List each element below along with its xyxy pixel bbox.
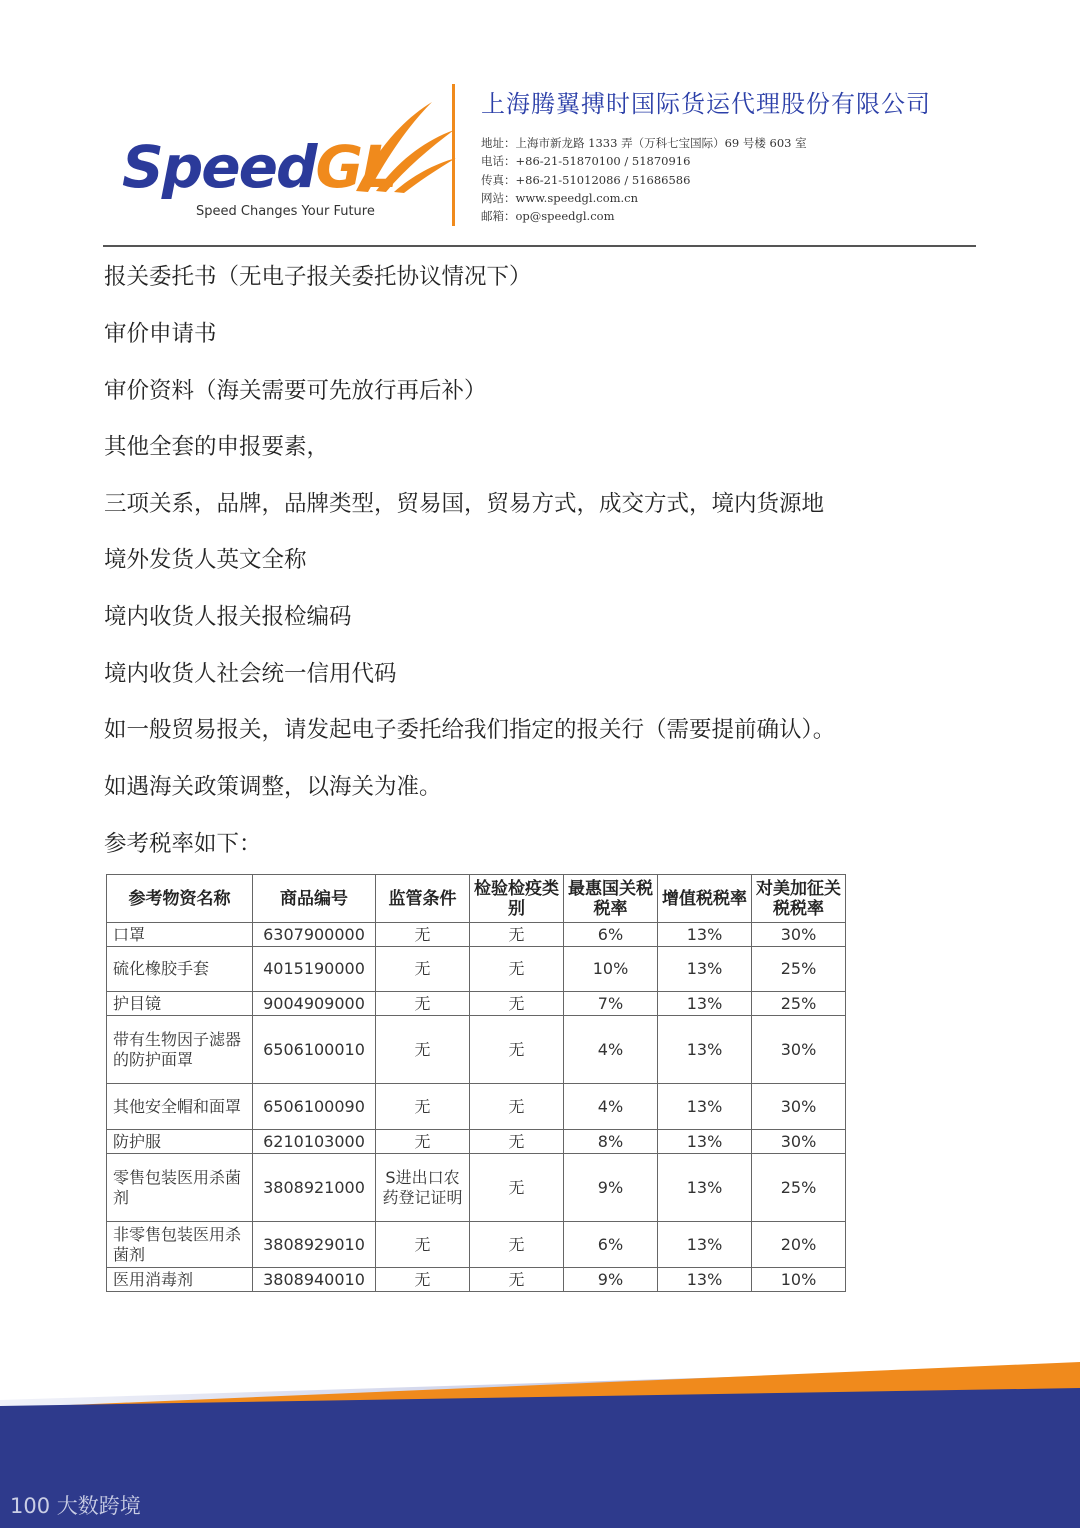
cell-name: 硫化橡胶手套 <box>107 947 253 992</box>
cell-name: 非零售包装医用杀菌剂 <box>107 1222 253 1268</box>
cell-supervision: 无 <box>376 1130 470 1154</box>
cell-name: 医用消毒剂 <box>107 1268 253 1292</box>
cell-inspection: 无 <box>470 947 564 992</box>
cell-supervision: 无 <box>376 947 470 992</box>
watermark <box>10 1490 141 1520</box>
cell-vat-rate: 13% <box>658 1222 752 1268</box>
cell-mfn-rate: 8% <box>564 1130 658 1154</box>
header-divider <box>452 84 455 226</box>
watermark-text: 大数跨境 <box>56 1494 141 1518</box>
cell-name: 带有生物因子滤器的防护面罩 <box>107 1016 253 1084</box>
website-line: 网站：www.speedgl.com.cn <box>481 190 639 205</box>
body-line: 报关委托书（无电子报关委托协议情况下） <box>104 264 532 290</box>
table-row <box>107 1154 846 1222</box>
logo-gl: GL <box>315 133 397 201</box>
cell-us-tariff: 30% <box>752 1016 846 1084</box>
cell-mfn-rate: 4% <box>564 1084 658 1130</box>
cell-inspection: 无 <box>470 1084 564 1130</box>
contact-block <box>481 134 807 225</box>
cell-mfn-rate: 6% <box>564 1222 658 1268</box>
table-row <box>107 1016 846 1084</box>
cell-vat-rate: 13% <box>658 1268 752 1292</box>
cell-vat-rate: 13% <box>658 923 752 947</box>
cell-inspection: 无 <box>470 1130 564 1154</box>
cell-us-tariff: 20% <box>752 1222 846 1268</box>
body-line: 其他全套的申报要素， <box>104 434 330 460</box>
cell-code: 3808940010 <box>253 1268 376 1292</box>
cell-vat-rate: 13% <box>658 947 752 992</box>
header-rule <box>103 245 976 247</box>
body-line: 境内收货人社会统一信用代码 <box>104 661 397 687</box>
cell-us-tariff: 25% <box>752 992 846 1016</box>
cell-name: 护目镜 <box>107 992 253 1016</box>
cell-mfn-rate: 4% <box>564 1016 658 1084</box>
cell-vat-rate: 13% <box>658 1016 752 1084</box>
cell-supervision: 无 <box>376 992 470 1016</box>
cell-us-tariff: 30% <box>752 1084 846 1130</box>
cell-code: 6506100090 <box>253 1084 376 1130</box>
fax-line: 传真：+86-21-51012086 / 51686586 <box>481 172 691 187</box>
table-row <box>107 923 846 947</box>
cell-supervision: 无 <box>376 1268 470 1292</box>
cell-inspection: 无 <box>470 1268 564 1292</box>
header-cell: 监管条件 <box>376 875 470 923</box>
cell-code: 6506100010 <box>253 1016 376 1084</box>
cell-mfn-rate: 9% <box>564 1154 658 1222</box>
table-row <box>107 1268 846 1292</box>
phone-line: 电话：+86-21-51870100 / 51870916 <box>481 154 691 169</box>
cell-supervision: 无 <box>376 1016 470 1084</box>
cell-vat-rate: 13% <box>658 1154 752 1222</box>
cell-inspection: 无 <box>470 1154 564 1222</box>
cell-code: 3808921000 <box>253 1154 376 1222</box>
logo-speed: Speed <box>122 133 316 201</box>
cell-mfn-rate: 7% <box>564 992 658 1016</box>
cell-code: 3808929010 <box>253 1222 376 1268</box>
cell-code: 9004909000 <box>253 992 376 1016</box>
header-cell: 参考物资名称 <box>107 875 253 923</box>
cell-inspection: 无 <box>470 992 564 1016</box>
body-line: 如一般贸易报关，请发起电子委托给我们指定的报关行（需要提前确认）。 <box>104 717 836 743</box>
watermark-logo: 100 <box>10 1494 51 1518</box>
cell-us-tariff: 25% <box>752 1154 846 1222</box>
header-cell: 商品编号 <box>253 875 376 923</box>
cell-inspection: 无 <box>470 1222 564 1268</box>
cell-name: 防护服 <box>107 1130 253 1154</box>
body-line: 境内收货人报关报检编码 <box>104 604 352 630</box>
logo-wordmark <box>122 133 397 201</box>
cell-vat-rate: 13% <box>658 992 752 1016</box>
cell-us-tariff: 30% <box>752 1130 846 1154</box>
tax-rate-table <box>106 874 846 1292</box>
body-line: 三项关系，品牌，品牌类型，贸易国，贸易方式，成交方式，境内货源地 <box>104 491 825 517</box>
logo-tagline: Speed Changes Your Future <box>196 204 375 219</box>
body-line: 审价申请书 <box>104 321 217 347</box>
cell-name: 其他安全帽和面罩 <box>107 1084 253 1130</box>
cell-name: 口罩 <box>107 923 253 947</box>
cell-supervision: 无 <box>376 1084 470 1130</box>
cell-mfn-rate: 9% <box>564 1268 658 1292</box>
table-row <box>107 1130 846 1154</box>
body-line: 审价资料（海关需要可先放行再后补） <box>104 378 487 404</box>
cell-name: 零售包装医用杀菌剂 <box>107 1154 253 1222</box>
cell-us-tariff: 30% <box>752 923 846 947</box>
body-line: 境外发货人英文全称 <box>104 547 307 573</box>
footer-band <box>0 1360 1080 1528</box>
cell-us-tariff: 10% <box>752 1268 846 1292</box>
email-line: 邮箱：op@speedgl.com <box>481 209 615 224</box>
cell-mfn-rate: 6% <box>564 923 658 947</box>
cell-vat-rate: 13% <box>658 1084 752 1130</box>
cell-vat-rate: 13% <box>658 1130 752 1154</box>
table-row <box>107 1222 846 1268</box>
company-logo <box>118 96 448 226</box>
cell-code: 4015190000 <box>253 947 376 992</box>
body-line: 如遇海关政策调整，以海关为准。 <box>104 774 442 800</box>
cell-supervision: 无 <box>376 923 470 947</box>
header-cell: 最惠国关税税率 <box>564 875 658 923</box>
address-line: 地址：上海市新龙路 1333 弄（万科七宝国际）69 号楼 603 室 <box>481 136 807 150</box>
body-line: 参考税率如下： <box>104 831 262 857</box>
header-cell: 检验检疫类别 <box>470 875 564 923</box>
cell-supervision: S进出口农药登记证明 <box>376 1154 470 1222</box>
table-header-row <box>107 875 846 923</box>
table-row <box>107 947 846 992</box>
cell-us-tariff: 25% <box>752 947 846 992</box>
cell-mfn-rate: 10% <box>564 947 658 992</box>
cell-code: 6307900000 <box>253 923 376 947</box>
header-cell: 对美加征关税税率 <box>752 875 846 923</box>
table-row <box>107 1084 846 1130</box>
table-row <box>107 992 846 1016</box>
cell-inspection: 无 <box>470 923 564 947</box>
header-cell: 增值税税率 <box>658 875 752 923</box>
company-name: 上海腾翼搏时国际货运代理股份有限公司 <box>481 90 931 118</box>
cell-supervision: 无 <box>376 1222 470 1268</box>
cell-code: 6210103000 <box>253 1130 376 1154</box>
cell-inspection: 无 <box>470 1016 564 1084</box>
